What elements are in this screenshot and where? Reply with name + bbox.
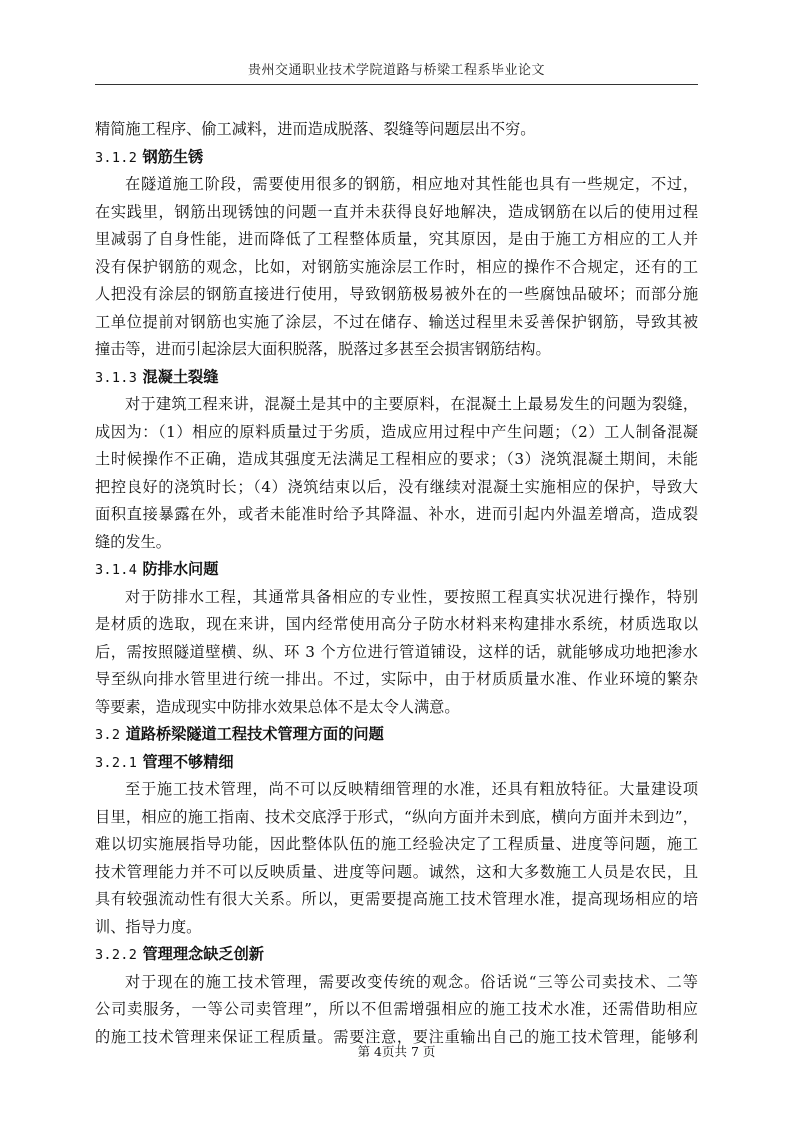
paragraph-line: 里减弱了自身性能，进而降低了工程整体质量，究其原因，是由于施工方相应的工人并: [95, 230, 698, 248]
header-rule: [95, 84, 698, 85]
section-number: 3.1.4: [95, 562, 138, 578]
paragraph-line: 难以切实施展指导功能，因此整体队伍的施工经验决定了工程质量、进度等问题，施工: [95, 835, 698, 853]
section-number: 3.2.1: [95, 754, 138, 771]
paragraph-line: 对于防排水工程，其通常具备相应的专业性，要按照工程真实状况进行操作，特别: [125, 587, 698, 606]
paragraph-line: 人把没有涂层的钢筋直接进行使用，导致钢筋极易被外在的一些腐蚀品破坏；而部分施: [95, 285, 698, 303]
paragraph-line: 精简施工程序、偷工减料，进而造成脱落、裂缝等问题层出不穷。: [95, 120, 536, 138]
paragraph-line: 在实践里，钢筋出现锈蚀的问题一直并未获得良好地解决，造成钢筋在以后的使用过程: [95, 202, 698, 221]
page-number-footer: 第 4页共 7 页: [357, 1044, 436, 1059]
section-title: 管理不够精细: [142, 752, 234, 771]
section-heading: [95, 364, 698, 392]
paragraph-line: 训、指导力度。: [95, 917, 202, 936]
paragraph-line: 土时候操作不正确，造成其强度无法满足工程相应的要求；（3）浇筑混凝土期间，未能: [95, 450, 698, 468]
paragraph-line: 没有保护钢筋的观念，比如，对钢筋实施涂层工作时，相应的操作不合规定，还有的工: [95, 257, 698, 276]
running-header: 贵州交通职业技术学院道路与桥梁工程系毕业论文: [247, 63, 545, 78]
paragraph-line: 导至纵向排水管里进行统一排出。不过，实际中，由于材质质量水准、作业环境的繁杂: [95, 670, 698, 688]
paragraph-line: 把控良好的浇筑时长；（4）浇筑结束以后，没有继续对混凝土实施相应的保护，导致大: [95, 477, 698, 496]
section-number: 3.2: [95, 727, 121, 743]
page-body: [95, 116, 698, 1051]
section-title: 管理理念缺乏创新: [142, 945, 264, 963]
paragraph-line: 后，需按照隧道壁横、纵、环 3 个方位进行管道铺设，这样的话，就能够成功地把渗水: [95, 642, 698, 661]
paragraph-line: 面积直接暴露在外，或者未能准时给予其降温、补水，进而引起内外温差增高，造成裂: [95, 505, 698, 523]
paragraph-line: 在隧道施工阶段，需要使用很多的钢筋，相应地对其性能也具有一些规定，不过，: [125, 175, 698, 193]
paragraph-line: 是材质的选取，现在来讲，国内经常使用高分子防水材料来构建排水系统，材质选取以: [95, 615, 698, 633]
paragraph-line: 公司卖服务，一等公司卖管理”，所以不但需增强相应的施工技术水准，还需借助相应: [95, 1000, 698, 1018]
section-number: 3.1.3: [95, 369, 138, 386]
section-heading: [95, 144, 698, 172]
section-title: 钢筋生锈: [142, 147, 204, 166]
paragraph-line: 对于现在的施工技术管理，需要改变传统的观念。俗话说“三等公司卖技术、二等: [125, 972, 698, 991]
paragraph-line: 对于建筑工程来讲，混凝土是其中的主要原料，在混凝土上最易发生的问题为裂缝，: [125, 395, 698, 413]
paragraph-line: 工单位提前对钢筋也实施了涂层，不过在储存、输送过程里未妥善保护钢筋，导致其被: [95, 312, 698, 331]
paragraph-line: 至于施工技术管理，尚不可以反映精细管理的水准，还具有粗放特征。大量建设项: [125, 780, 698, 798]
paragraph-line: 具有较强流动性有很大关系。所以，更需要提高施工技术管理水准，提高现场相应的培: [95, 890, 698, 908]
paragraph-line: 缝的发生。: [95, 532, 171, 551]
section-heading: [95, 941, 698, 969]
section-number: 3.1.2: [95, 149, 138, 166]
paragraph-line: 等要素，造成现实中防排水效果总体不是太令人满意。: [95, 697, 460, 716]
section-heading: [95, 749, 698, 777]
section-number: 3.2.2: [95, 947, 138, 963]
paragraph-line: 撞击等，进而引起涂层大面积脱落，脱落过多甚至会损害钢筋结构。: [95, 340, 551, 358]
section-title: 混凝土裂缝: [142, 367, 219, 386]
section-heading: [95, 556, 698, 584]
paragraph-line: 目里，相应的施工指南、技术交底浮于形式，“纵向方面并未到底，横向方面并未到边”，: [95, 807, 698, 826]
section-title: 道路桥梁隧道工程技术管理方面的问题: [125, 725, 384, 743]
section-title: 防排水问题: [142, 560, 219, 578]
paragraph-line: 技术管理能力并不可以反映质量、进度等问题。诚然，这和大多数施工人员是农民，且: [95, 862, 698, 881]
paragraph-line: 成因为：（1）相应的原料质量过于劣质，造成应用过程中产生问题；（2）工人制备混凝: [95, 422, 698, 441]
paragraph-line: 的施工技术管理来保证工程质量。需要注意，要注重输出自己的施工技术管理，能够利: [95, 1027, 698, 1046]
section-heading: [95, 721, 698, 749]
